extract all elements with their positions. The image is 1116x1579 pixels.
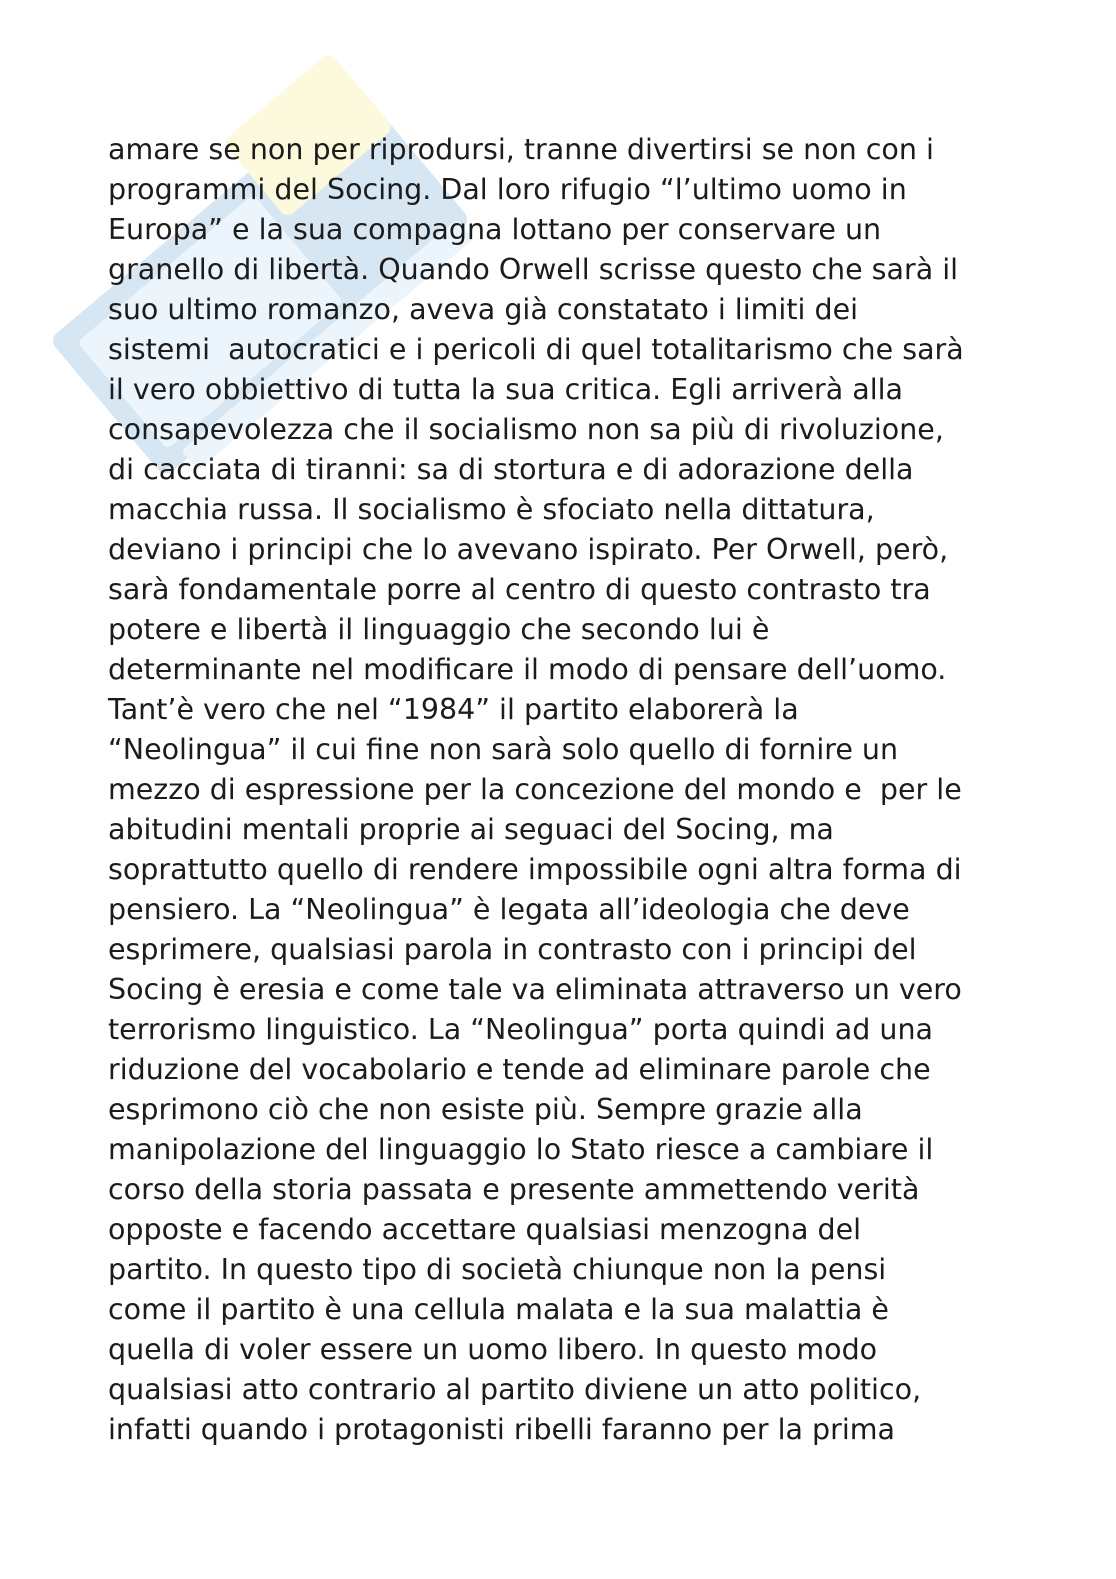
text-line: macchia russa. Il socialismo è sfociato nella dittatura, xyxy=(108,493,875,526)
text-line: consapevolezza che il socialismo non sa più di rivoluzione, xyxy=(108,413,944,446)
text-line: potere e libertà il linguaggio che secondo lui è xyxy=(108,613,770,646)
text-line: esprimere, qualsiasi parola in contrasto con i principi del xyxy=(108,933,917,966)
text-line: sarà fondamentale porre al centro di questo contrasto tra xyxy=(108,573,931,606)
text-line: quella di voler essere un uomo libero. In questo modo xyxy=(108,1333,878,1366)
text-line: abitudini mentali proprie ai seguaci del Socing, ma xyxy=(108,813,834,846)
text-line: manipolazione del linguaggio lo Stato riesce a cambiare il xyxy=(108,1133,934,1166)
text-line: riduzione del vocabolario e tende ad eliminare parole che xyxy=(108,1053,931,1086)
text-line: amare se non per riprodursi, tranne divertirsi se non con i xyxy=(108,133,934,166)
body-text xyxy=(108,130,1068,1450)
text-line: programmi del Socing. Dal loro rifugio “l’ultimo uomo in xyxy=(108,173,907,206)
text-line: determinante nel modificare il modo di pensare dell’uomo. xyxy=(108,653,947,686)
text-line: deviano i principi che lo avevano ispirato. Per Orwell, però, xyxy=(108,533,949,566)
text-line: partito. In questo tipo di società chiunque non la pensi xyxy=(108,1253,887,1286)
text-line: Europa” e la sua compagna lottano per conservare un xyxy=(108,213,882,246)
text-line: Socing è eresia e come tale va eliminata attraverso un vero xyxy=(108,973,962,1006)
text-line: di cacciata di tiranni: sa di stortura e di adorazione della xyxy=(108,453,914,486)
text-line: “Neolingua” il cui fine non sarà solo quello di fornire un xyxy=(108,733,899,766)
text-line: il vero obbiettivo di tutta la sua critica. Egli arriverà alla xyxy=(108,373,904,406)
text-line: esprimono ciò che non esiste più. Sempre grazie alla xyxy=(108,1093,863,1126)
text-line: Tant’è vero che nel “1984” il partito elaborerà la xyxy=(108,693,799,726)
text-line: corso della storia passata e presente ammettendo verità xyxy=(108,1173,920,1206)
text-line: opposte e facendo accettare qualsiasi menzogna del xyxy=(108,1213,862,1246)
text-line: sistemi autocratici e i pericoli di quel totalitarismo che sarà xyxy=(108,333,964,366)
text-line: suo ultimo romanzo, aveva già constatato i limiti dei xyxy=(108,293,859,326)
text-line: pensiero. La “Neolingua” è legata all’ideologia che deve xyxy=(108,893,910,926)
text-line: qualsiasi atto contrario al partito diviene un atto politico, xyxy=(108,1373,922,1406)
text-line: terrorismo linguistico. La “Neolingua” porta quindi ad una xyxy=(108,1013,933,1046)
text-line: soprattutto quello di rendere impossibile ogni altra forma di xyxy=(108,853,962,886)
text-line: granello di libertà. Quando Orwell scrisse questo che sarà il xyxy=(108,253,959,286)
text-line: come il partito è una cellula malata e la sua malattia è xyxy=(108,1293,889,1326)
text-line: mezzo di espressione per la concezione del mondo e per le xyxy=(108,773,962,806)
text-line: infatti quando i protagonisti ribelli faranno per la prima xyxy=(108,1413,895,1446)
